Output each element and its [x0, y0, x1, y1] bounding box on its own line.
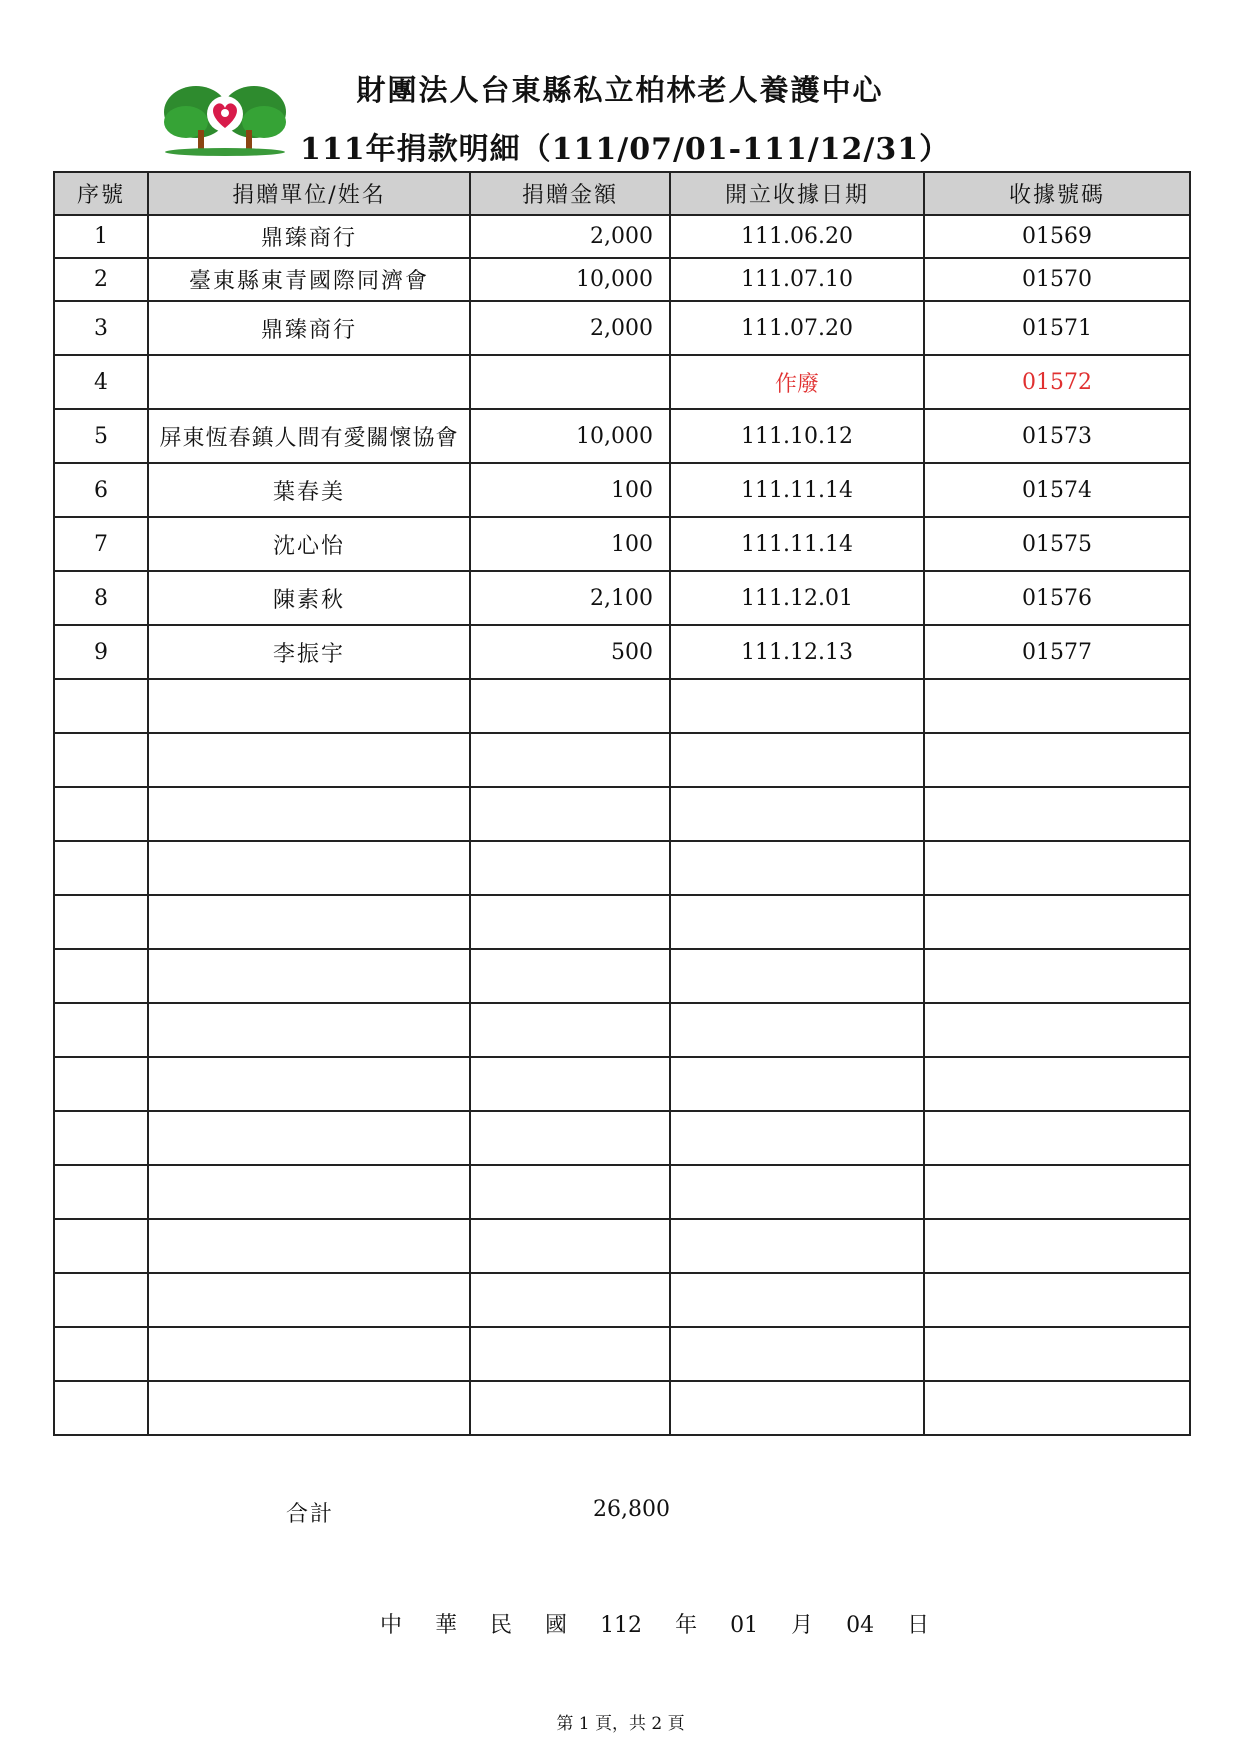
- total-label: 合計: [285, 1502, 334, 1527]
- empty-cell: [924, 1219, 1190, 1273]
- empty-cell: [54, 1165, 148, 1219]
- empty-cell: [54, 1327, 148, 1381]
- row-amount: 2,000: [470, 215, 670, 258]
- empty-cell: [670, 841, 924, 895]
- empty-table-row: [54, 787, 1190, 841]
- empty-table-row: [54, 1381, 1190, 1435]
- table-row: [54, 409, 1190, 463]
- empty-cell: [470, 1003, 670, 1057]
- empty-cell: [470, 1273, 670, 1327]
- empty-cell: [148, 787, 470, 841]
- row-receipt: 01576: [924, 571, 1190, 625]
- row-no: 2: [54, 258, 148, 301]
- empty-cell: [148, 1165, 470, 1219]
- empty-cell: [54, 1057, 148, 1111]
- empty-cell: [54, 1381, 148, 1435]
- org-name: 財團法人台東縣私立柏林老人養護中心: [356, 73, 884, 107]
- empty-table-row: [54, 1057, 1190, 1111]
- row-donor: 沈心怡: [148, 517, 470, 571]
- empty-cell: [148, 1003, 470, 1057]
- empty-cell: [924, 733, 1190, 787]
- row-donor: 鼎臻商行: [148, 301, 470, 355]
- row-donor: 鼎臻商行: [148, 215, 470, 258]
- row-receipt: 01574: [924, 463, 1190, 517]
- empty-cell: [670, 1003, 924, 1057]
- empty-table-row: [54, 1165, 1190, 1219]
- empty-table-row: [54, 1111, 1190, 1165]
- issue-date: [380, 1608, 955, 1639]
- empty-cell: [148, 1111, 470, 1165]
- empty-cell: [670, 1219, 924, 1273]
- empty-cell: [470, 1111, 670, 1165]
- table-row: [54, 625, 1190, 679]
- empty-cell: [924, 1057, 1190, 1111]
- tree-heart-logo-icon: [162, 78, 288, 158]
- empty-cell: [148, 1381, 470, 1435]
- empty-cell: [670, 895, 924, 949]
- row-receipt: 01571: [924, 301, 1190, 355]
- empty-cell: [470, 949, 670, 1003]
- row-no: 4: [54, 355, 148, 409]
- empty-cell: [924, 787, 1190, 841]
- row-donor: 臺東縣東青國際同濟會: [148, 258, 470, 301]
- empty-table-row: [54, 1327, 1190, 1381]
- date-part: 112: [600, 1613, 643, 1638]
- row-date: 111.06.20: [670, 215, 924, 258]
- empty-cell: [924, 1165, 1190, 1219]
- row-amount: 500: [470, 625, 670, 679]
- empty-cell: [54, 841, 148, 895]
- row-date: 111.07.20: [670, 301, 924, 355]
- row-no: 1: [54, 215, 148, 258]
- row-no: 3: [54, 301, 148, 355]
- empty-cell: [148, 1219, 470, 1273]
- empty-cell: [54, 1273, 148, 1327]
- donation-table: [53, 171, 1191, 1436]
- empty-cell: [148, 1057, 470, 1111]
- empty-cell: [924, 1111, 1190, 1165]
- row-no: 5: [54, 409, 148, 463]
- empty-cell: [470, 1165, 670, 1219]
- row-donor: [148, 355, 470, 409]
- table-row: [54, 463, 1190, 517]
- row-donor: 陳素秋: [148, 571, 470, 625]
- empty-cell: [670, 1381, 924, 1435]
- table-row: [54, 301, 1190, 355]
- total-value: 26,800: [593, 1497, 670, 1522]
- column-header-date: 開立收據日期: [670, 172, 924, 215]
- empty-cell: [924, 679, 1190, 733]
- row-amount: 100: [470, 517, 670, 571]
- row-amount: 10,000: [470, 258, 670, 301]
- date-part: 年: [675, 1613, 698, 1638]
- row-date: 111.10.12: [670, 409, 924, 463]
- column-header-donor: 捐贈單位/姓名: [148, 172, 470, 215]
- empty-cell: [54, 679, 148, 733]
- date-part: 華: [435, 1613, 458, 1638]
- empty-cell: [54, 1111, 148, 1165]
- empty-cell: [924, 1327, 1190, 1381]
- empty-cell: [148, 1273, 470, 1327]
- empty-cell: [470, 895, 670, 949]
- empty-cell: [148, 733, 470, 787]
- empty-cell: [148, 949, 470, 1003]
- empty-table-row: [54, 895, 1190, 949]
- row-amount: 2,100: [470, 571, 670, 625]
- empty-cell: [470, 1057, 670, 1111]
- empty-table-row: [54, 949, 1190, 1003]
- empty-cell: [470, 1327, 670, 1381]
- row-no: 9: [54, 625, 148, 679]
- empty-table-row: [54, 1273, 1190, 1327]
- row-receipt: 01569: [924, 215, 1190, 258]
- table-header-row: [54, 172, 1190, 215]
- row-amount: 10,000: [470, 409, 670, 463]
- empty-cell: [924, 1381, 1190, 1435]
- row-donor: 葉春美: [148, 463, 470, 517]
- row-receipt: 01577: [924, 625, 1190, 679]
- empty-table-row: [54, 733, 1190, 787]
- empty-cell: [148, 895, 470, 949]
- empty-cell: [924, 949, 1190, 1003]
- date-part: 民: [490, 1613, 513, 1638]
- empty-table-row: [54, 841, 1190, 895]
- row-receipt: 01573: [924, 409, 1190, 463]
- empty-cell: [470, 1381, 670, 1435]
- empty-cell: [54, 1003, 148, 1057]
- empty-cell: [470, 841, 670, 895]
- empty-cell: [54, 1219, 148, 1273]
- table-row: [54, 571, 1190, 625]
- empty-cell: [670, 733, 924, 787]
- empty-cell: [670, 1273, 924, 1327]
- empty-rows: [54, 679, 1190, 1435]
- row-amount: [470, 355, 670, 409]
- empty-cell: [148, 1327, 470, 1381]
- table-row: [54, 258, 1190, 301]
- empty-cell: [54, 787, 148, 841]
- date-part: 01: [730, 1613, 759, 1638]
- empty-cell: [148, 679, 470, 733]
- row-date: 111.11.14: [670, 463, 924, 517]
- date-part: 中: [380, 1613, 403, 1638]
- empty-cell: [54, 949, 148, 1003]
- empty-table-row: [54, 1219, 1190, 1273]
- table-row: [54, 215, 1190, 258]
- table-row: [54, 517, 1190, 571]
- column-header-no: 序號: [54, 172, 148, 215]
- empty-table-row: [54, 1003, 1190, 1057]
- row-receipt: 01570: [924, 258, 1190, 301]
- empty-cell: [924, 895, 1190, 949]
- row-date: 111.07.10: [670, 258, 924, 301]
- empty-cell: [470, 787, 670, 841]
- empty-cell: [670, 1165, 924, 1219]
- row-date: 111.12.13: [670, 625, 924, 679]
- row-date: 111.12.01: [670, 571, 924, 625]
- row-date: 111.11.14: [670, 517, 924, 571]
- row-amount: 100: [470, 463, 670, 517]
- row-receipt: 01575: [924, 517, 1190, 571]
- row-no: 8: [54, 571, 148, 625]
- empty-cell: [924, 1273, 1190, 1327]
- row-date-void: 作廢: [670, 355, 924, 409]
- date-part: 國: [545, 1613, 568, 1638]
- empty-cell: [670, 949, 924, 1003]
- column-header-receipt: 收據號碼: [924, 172, 1190, 215]
- row-no: 7: [54, 517, 148, 571]
- empty-cell: [924, 1003, 1190, 1057]
- row-amount: 2,000: [470, 301, 670, 355]
- empty-cell: [54, 895, 148, 949]
- date-part: 月: [791, 1613, 814, 1638]
- empty-cell: [670, 1327, 924, 1381]
- empty-cell: [670, 679, 924, 733]
- empty-cell: [470, 733, 670, 787]
- empty-cell: [670, 1111, 924, 1165]
- empty-cell: [470, 1219, 670, 1273]
- empty-cell: [670, 787, 924, 841]
- empty-cell: [54, 733, 148, 787]
- row-no: 6: [54, 463, 148, 517]
- empty-cell: [670, 1057, 924, 1111]
- row-donor: 李振宇: [148, 625, 470, 679]
- empty-table-row: [54, 679, 1190, 733]
- row-donor: 屏東恆春鎮人間有愛關懷協會: [148, 409, 470, 463]
- table-row: [54, 355, 1190, 409]
- page-number: 第 1 頁，共 2 頁: [556, 1714, 685, 1734]
- empty-cell: [470, 679, 670, 733]
- report-title: 111年捐款明細（111/07/01-111/12/31）: [300, 132, 951, 167]
- empty-cell: [924, 841, 1190, 895]
- empty-cell: [148, 841, 470, 895]
- row-receipt-void: 01572: [924, 355, 1190, 409]
- column-header-amount: 捐贈金額: [470, 172, 670, 215]
- date-part: 日: [907, 1613, 930, 1638]
- date-part: 04: [846, 1613, 875, 1638]
